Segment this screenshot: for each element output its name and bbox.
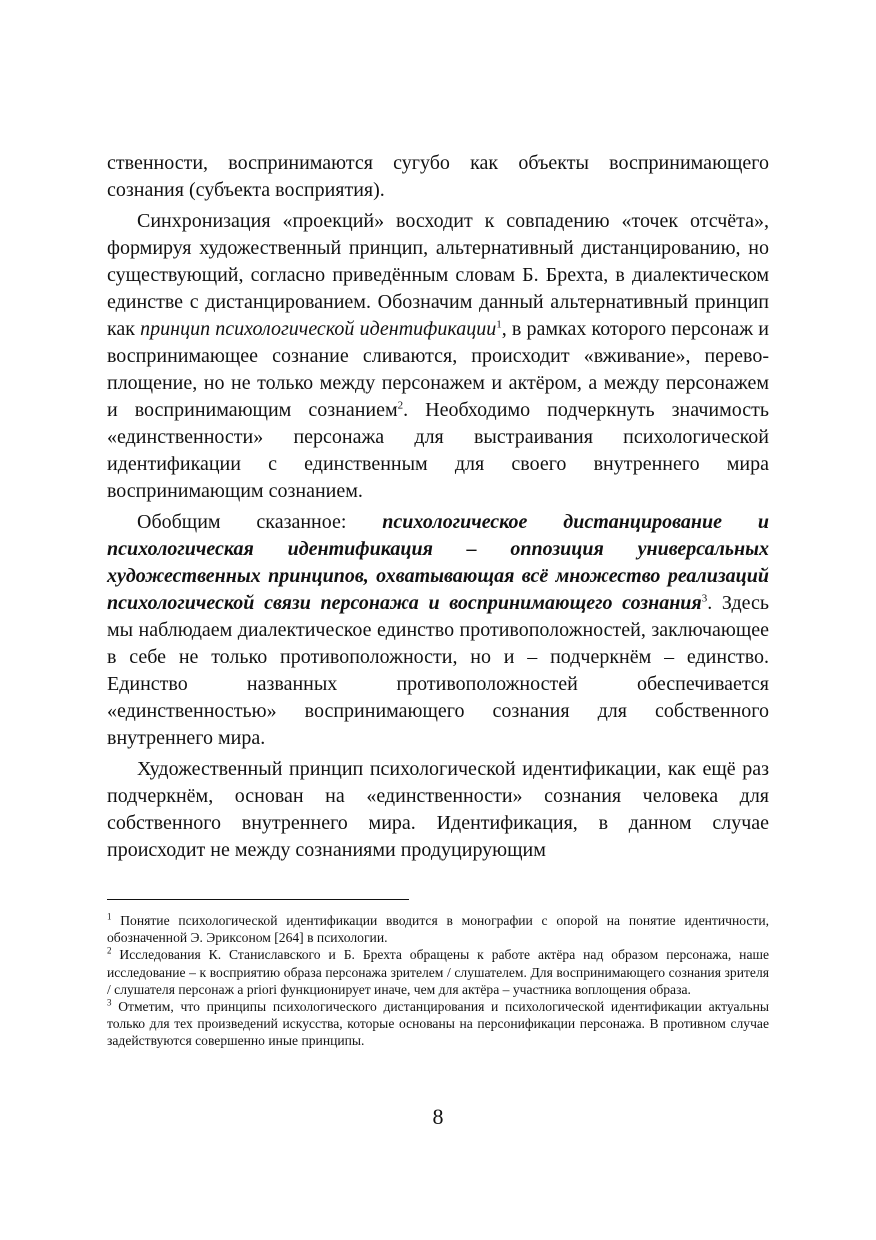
footnote-text: Исследования К. Станиславского и Б. Брехта обращены к работе актёра над образом персонажа, наше исследование – к восприятию образа персонажа зрителем / слушателем. Для воспринимающего сознания зрителя / слушателя персонаж a priori функционирует иначе, чем для актёра – участника воплощения образа.	[107, 947, 769, 997]
paragraph	[107, 756, 769, 864]
text-run: , в рамках которого персонаж и воспринимающее сознание сливаются, происходит «вживание», перевоплощение, но не только между персонажем и актёром, а между персонажем и воспринимающим сознанием	[107, 318, 769, 421]
text-run: ственности, воспринимаются сугубо как объекты воспринимающего сознания (субъекта восприятия).	[107, 152, 769, 201]
footnote-marker: 2	[107, 945, 112, 956]
footnote-marker: 3	[107, 997, 112, 1008]
footnote-reference: 1	[496, 318, 502, 331]
italic-term: принцип психологической идентификации	[140, 318, 497, 340]
footnote-text: Отметим, что принципы психологического дистанцирования и психологической идентификации актуальны только для тех произведений искусства, которые основаны на персонификации персонажа. В противном случае задействуются совершенно иные принципы.	[107, 999, 769, 1049]
paragraph	[107, 208, 769, 505]
footnote-reference: 2	[397, 399, 404, 412]
text-run: Синхронизация «проекций» восходит к совпадению «точек отсчёта», формируя художественный принцип, альтернативный дистанцированию, но существующий, согласно приведённым словам Б. Брехта, в диалектическом единстве с дистанцированием. Обозначим данный альтернативный принцип как	[107, 210, 769, 340]
page-number: 8	[432, 1104, 444, 1129]
footnote	[107, 998, 769, 1050]
main-text	[107, 150, 769, 864]
paragraph	[107, 150, 769, 204]
footnote-separator	[107, 899, 409, 900]
text-run: Обобщим сказанное:	[137, 511, 383, 533]
text-run: Художественный принцип психологической идентификации, как ещё раз подчеркнём, основан на «единственности» сознания человека для собственного внутреннего мира. Идентификация, в данном случае происходит не между сознаниями продуцирующим	[107, 758, 769, 861]
text-run: . Необходимо подчеркнуть значимость «единственности» персонажа для выстраивания психологической идентификации с единственным для своего внутреннего мира воспринимающим сознанием.	[107, 399, 769, 502]
paragraph	[107, 509, 769, 752]
footnote	[107, 912, 769, 946]
footnote-marker: 1	[107, 911, 112, 922]
footnote-reference: 3	[701, 592, 708, 605]
text-run: . Здесь мы наблюдаем диалектическое единство противоположностей, заключающее в себе не только противоположности, но и – подчеркнём – единство. Единство названных противоположностей обеспечивается «единственностью» воспринимающего сознания для собственного внутреннего мира.	[107, 592, 769, 749]
footnote-text: Понятие психологической идентификации вводится в монографии с опорой на понятие идентичности, обозначенной Э. Эриксоном [264] в психологии.	[107, 913, 769, 946]
emphasized-thesis: психологическое дистанцирование и психологическая идентификация – оппозиция универсальных художественных принципов, охватывающая всё множество реализаций психологической связи персонажа и воспринимающего сознания	[107, 511, 769, 614]
footnotes	[107, 912, 769, 1050]
footnote	[107, 946, 769, 998]
